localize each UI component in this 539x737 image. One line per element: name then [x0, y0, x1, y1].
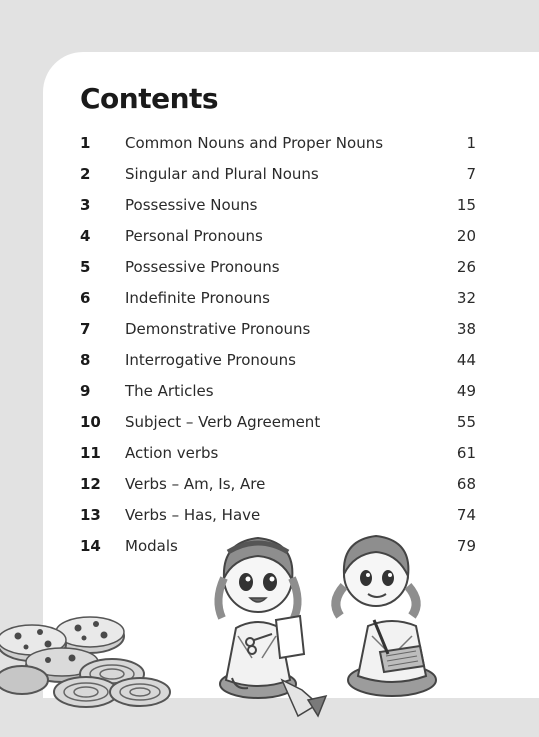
toc-number: 9	[80, 382, 91, 400]
toc-page-number: 38	[456, 320, 476, 338]
toc-number: 2	[80, 165, 91, 183]
toc-entry[interactable]	[80, 283, 476, 314]
toc-entry[interactable]	[80, 314, 476, 345]
toc-entry[interactable]	[80, 345, 476, 376]
toc-title: Action verbs	[125, 444, 219, 462]
toc-page-number: 32	[456, 289, 476, 307]
toc-title: Personal Pronouns	[125, 227, 263, 245]
toc-page-number: 49	[456, 382, 476, 400]
toc-number: 10	[80, 413, 101, 431]
toc-title: The Articles	[125, 382, 214, 400]
toc-title: Verbs – Am, Is, Are	[125, 475, 266, 493]
toc-title: Possessive Nouns	[125, 196, 258, 214]
toc-entry[interactable]	[80, 128, 476, 159]
toc-title: Common Nouns and Proper Nouns	[125, 134, 384, 152]
toc-page-number: 20	[456, 227, 476, 245]
toc-number: 11	[80, 444, 101, 462]
toc-page-number: 26	[456, 258, 476, 276]
toc-page-number: 79	[456, 537, 476, 555]
toc-page-number: 74	[456, 506, 476, 524]
toc-entry[interactable]	[80, 221, 476, 252]
toc-title: Subject – Verb Agreement	[125, 413, 321, 431]
toc-entry[interactable]	[80, 190, 476, 221]
toc-number: 4	[80, 227, 91, 245]
toc-number: 14	[80, 537, 101, 555]
toc-entry[interactable]	[80, 159, 476, 190]
toc-page-number: 7	[466, 165, 476, 183]
toc-number: 1	[80, 134, 91, 152]
toc-page-number: 15	[456, 196, 476, 214]
page-title: Contents	[80, 82, 219, 115]
toc-number: 13	[80, 506, 101, 524]
toc-page-number: 44	[456, 351, 476, 369]
toc-entry[interactable]	[80, 376, 476, 407]
toc-number: 5	[80, 258, 91, 276]
bottom-illustration	[0, 520, 539, 737]
cookies-illustration	[0, 617, 170, 707]
toc-number: 3	[80, 196, 91, 214]
toc-page-number: 55	[456, 413, 476, 431]
toc-title: Verbs – Has, Have	[125, 506, 261, 524]
toc-page-number: 1	[466, 134, 476, 152]
girl-writing-illustration	[336, 536, 436, 696]
toc-page-number: 61	[456, 444, 476, 462]
toc-title: Demonstrative Pronouns	[125, 320, 311, 338]
toc-number: 8	[80, 351, 91, 369]
toc-title: Indefinite Pronouns	[125, 289, 270, 307]
toc-number: 6	[80, 289, 91, 307]
toc-number: 12	[80, 475, 101, 493]
toc-title: Possessive Pronouns	[125, 258, 280, 276]
toc-title: Modals	[125, 537, 178, 555]
toc-page-number: 68	[456, 475, 476, 493]
toc-entry[interactable]	[80, 438, 476, 469]
toc-entry[interactable]	[80, 252, 476, 283]
toc-entry[interactable]	[80, 407, 476, 438]
table-of-contents	[80, 128, 476, 562]
toc-title: Interrogative Pronouns	[125, 351, 296, 369]
toc-entry[interactable]	[80, 469, 476, 500]
girl-cutting-paper-illustration	[218, 538, 326, 716]
toc-title: Singular and Plural Nouns	[125, 165, 319, 183]
toc-number: 7	[80, 320, 91, 338]
